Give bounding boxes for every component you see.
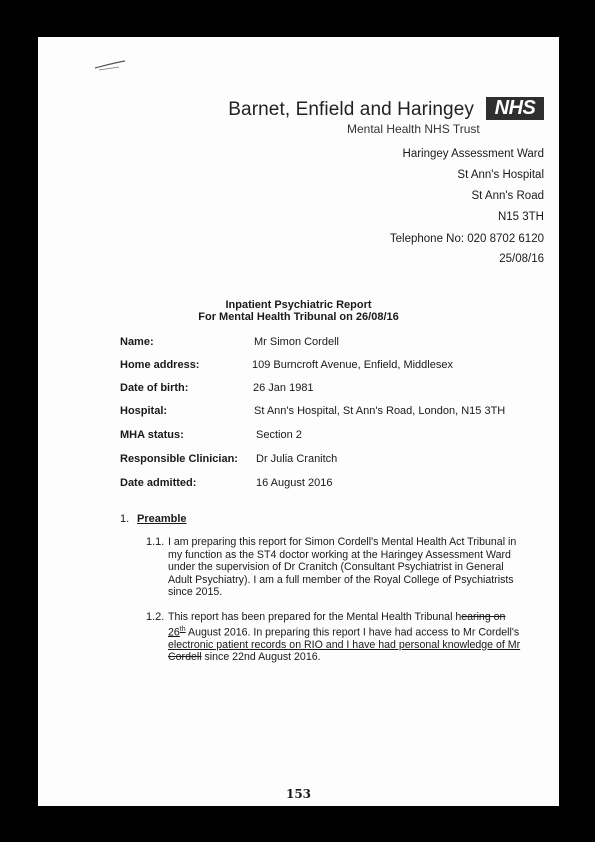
paragraph-1-2-line: electronic patient records on RIO and I have had personal knowledge of Mr — [168, 638, 521, 651]
mha-status-label: MHA status: — [120, 429, 184, 441]
superscript: th — [179, 625, 186, 633]
address-ward: Haringey Assessment Ward — [402, 148, 544, 160]
report-title: Inpatient Psychiatric Report — [225, 299, 372, 311]
pen-mark — [93, 59, 127, 71]
struck-text: earing on — [461, 611, 506, 623]
paragraph-1-2-number: 1.2. — [146, 611, 165, 623]
responsible-clinician-value: Dr Julia Cranitch — [256, 453, 338, 465]
date-admitted-label: Date admitted: — [120, 477, 197, 489]
text-segment: since 22nd August 2016. — [201, 651, 321, 664]
address-hospital: St Ann's Hospital — [457, 169, 544, 181]
date-admitted-value: 16 August 2016 — [256, 477, 333, 489]
paragraph-1-1-line: under the supervision of Dr Cranitch (Consultant Psychiatrist in General — [168, 561, 504, 573]
hospital-label: Hospital: — [120, 405, 168, 417]
section-title: Preamble — [137, 513, 187, 525]
responsible-clinician-label: Responsible Clinician: — [120, 453, 238, 465]
paragraph-1-2-line — [168, 624, 546, 639]
home-address-value: 109 Burncroft Avenue, Enfield, Middlesex — [252, 359, 453, 371]
address-road: St Ann's Road — [471, 190, 544, 202]
page-number: 153 — [285, 787, 312, 801]
text-segment: August 2016. In preparing this report I have had access to Mr Cordell's — [185, 626, 520, 639]
paragraph-1-2 — [168, 611, 546, 664]
paragraph-1-2-line — [168, 651, 546, 664]
nhs-logo: NHS — [486, 97, 544, 120]
organisation-name: Barnet, Enfield and Haringey — [228, 99, 474, 120]
text-segment: This report has been prepared for the Mental Health Tribunal h — [168, 611, 462, 623]
struck-text: Cordell — [168, 651, 202, 664]
paragraph-1-1 — [168, 536, 546, 599]
letter-date: 25/08/16 — [499, 253, 544, 265]
paragraph-1-1-line: since 2015. — [168, 586, 223, 598]
section-number: 1. — [120, 513, 130, 525]
paragraph-1-1-number: 1.1. — [146, 536, 165, 548]
date-of-birth-label: Date of birth: — [120, 382, 189, 394]
address-postcode: N15 3TH — [497, 211, 544, 223]
paragraph-1-2-line — [168, 611, 546, 624]
address-telephone: Telephone No: 020 8702 6120 — [389, 233, 544, 245]
home-address-label: Home address: — [120, 359, 200, 371]
text-segment: 26 — [168, 626, 180, 639]
document-page — [38, 37, 559, 806]
paragraph-1-1-line: Adult Psychiatry). I am a full member of the Royal College of Psychiatrists — [168, 573, 514, 586]
hospital-value: St Ann's Hospital, St Ann's Road, London, N15 3TH — [254, 405, 506, 417]
organisation-subtitle: Mental Health NHS Trust — [347, 122, 480, 136]
report-subtitle: For Mental Health Tribunal on 26/08/16 — [198, 311, 399, 323]
mha-status-value: Section 2 — [256, 429, 302, 441]
date-of-birth-value: 26 Jan 1981 — [253, 382, 314, 394]
paragraph-1-1-line: my function as the ST4 doctor working at the Haringey Assessment Ward — [168, 548, 511, 561]
name-label: Name: — [120, 336, 154, 348]
paragraph-1-1-line: I am preparing this report for Simon Cordell's Mental Health Act Tribunal in — [168, 536, 517, 548]
name-value: Mr Simon Cordell — [254, 336, 339, 348]
